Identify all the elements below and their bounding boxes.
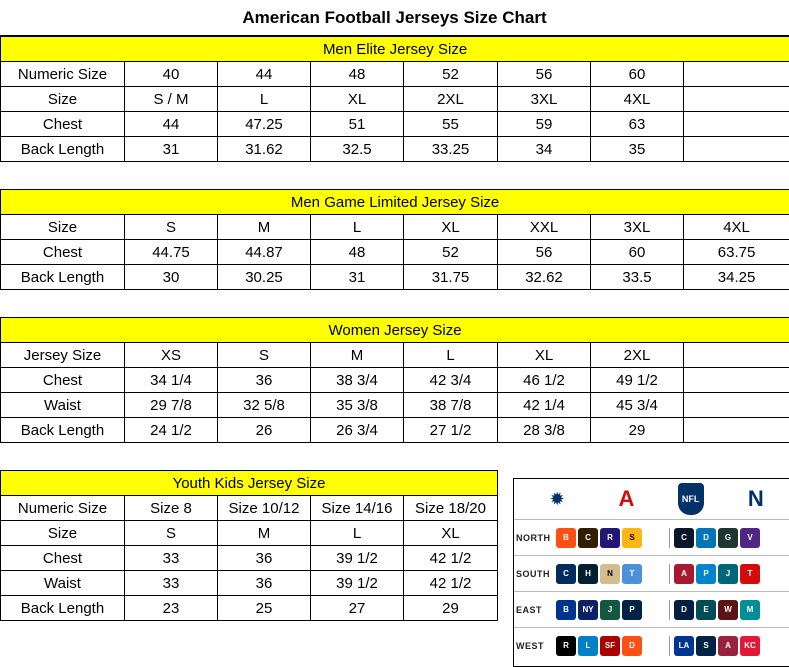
team-icon-colts: C bbox=[556, 564, 576, 584]
team-icon-texans: H bbox=[578, 564, 598, 584]
row-label: Waist bbox=[1, 393, 125, 418]
team-icon-bills: B bbox=[556, 600, 576, 620]
afc-north-teams bbox=[556, 528, 669, 548]
cell: 42 1/4 bbox=[498, 393, 591, 418]
cell: 31.75 bbox=[404, 265, 498, 290]
team-icon-saints: N bbox=[600, 564, 620, 584]
team-icon-titans: T bbox=[622, 564, 642, 584]
section-spacer bbox=[1, 443, 789, 457]
spacer-cell bbox=[1, 176, 789, 190]
cell: 4XL bbox=[591, 87, 684, 112]
cell: 34 1/4 bbox=[125, 368, 218, 393]
division-row-east bbox=[514, 591, 789, 627]
pro-bowl-icon: ✹ bbox=[549, 488, 565, 509]
table-row bbox=[1, 240, 789, 265]
cell: 31 bbox=[125, 137, 218, 162]
cell: XL bbox=[404, 215, 498, 240]
team-icon-49ers: SF bbox=[600, 636, 620, 656]
cell-empty bbox=[684, 112, 789, 137]
section-heading-men-game-limited: Men Game Limited Jersey Size bbox=[1, 190, 789, 215]
nfl-shield-icon: NFL bbox=[678, 483, 704, 515]
afc-icon: A bbox=[618, 486, 634, 511]
cell: 33 bbox=[125, 546, 218, 571]
cell: 29 7/8 bbox=[125, 393, 218, 418]
cell: S bbox=[125, 215, 218, 240]
team-icon-cowboys: D bbox=[674, 600, 694, 620]
cell: 63.75 bbox=[684, 240, 789, 265]
section-spacer bbox=[1, 176, 789, 190]
division-label: NORTH bbox=[516, 532, 551, 543]
cell: 39 1/2 bbox=[311, 546, 404, 571]
cell: 44.75 bbox=[125, 240, 218, 265]
cell: 33 bbox=[125, 571, 218, 596]
section-spacer bbox=[1, 304, 789, 318]
cell: 32.62 bbox=[498, 265, 591, 290]
cell-empty bbox=[684, 393, 789, 418]
cell: 38 7/8 bbox=[404, 393, 498, 418]
table-row bbox=[1, 393, 789, 418]
cell: 49 1/2 bbox=[591, 368, 684, 393]
cell: 59 bbox=[498, 112, 591, 137]
nfc-east-teams bbox=[669, 600, 787, 620]
cell: M bbox=[218, 521, 311, 546]
row-label: Numeric Size bbox=[1, 496, 125, 521]
team-icon-patriots: P bbox=[622, 600, 642, 620]
team-icon-steelers: S bbox=[622, 528, 642, 548]
cell: Size 18/20 bbox=[404, 496, 498, 521]
team-icon-broncos: D bbox=[622, 636, 642, 656]
row-label: Jersey Size bbox=[1, 343, 125, 368]
cell: 33.5 bbox=[591, 265, 684, 290]
cell: L bbox=[311, 215, 404, 240]
cell: 63 bbox=[591, 112, 684, 137]
cell: 46 1/2 bbox=[498, 368, 591, 393]
section-heading-row bbox=[1, 37, 789, 62]
cell: 60 bbox=[591, 62, 684, 87]
row-label: Size bbox=[1, 87, 125, 112]
cell: 42 3/4 bbox=[404, 368, 498, 393]
cell: L bbox=[404, 343, 498, 368]
cell-empty bbox=[684, 62, 789, 87]
cell: 2XL bbox=[591, 343, 684, 368]
cell: M bbox=[311, 343, 404, 368]
division-row-north bbox=[514, 519, 789, 555]
cell: 35 3/8 bbox=[311, 393, 404, 418]
spacer-cell bbox=[1, 162, 789, 176]
cell: Size 10/12 bbox=[218, 496, 311, 521]
cell: 44 bbox=[125, 112, 218, 137]
team-icon-packers: G bbox=[718, 528, 738, 548]
nfc-west-teams bbox=[669, 636, 787, 656]
row-label: Chest bbox=[1, 240, 125, 265]
cell: 44.87 bbox=[218, 240, 311, 265]
cell: 48 bbox=[311, 62, 404, 87]
conference-logos-row bbox=[514, 479, 789, 519]
team-icon-jets: J bbox=[600, 600, 620, 620]
row-label: Numeric Size bbox=[1, 62, 125, 87]
cell: Size 8 bbox=[125, 496, 218, 521]
cell: 52 bbox=[404, 240, 498, 265]
table-row bbox=[1, 112, 789, 137]
table-row bbox=[1, 87, 789, 112]
cell: 34 bbox=[498, 137, 591, 162]
cell: 56 bbox=[498, 240, 591, 265]
cell: 30 bbox=[125, 265, 218, 290]
cell: 4XL bbox=[684, 215, 789, 240]
cell: 31.62 bbox=[218, 137, 311, 162]
section-spacer bbox=[1, 162, 789, 176]
cell: 42 1/2 bbox=[404, 546, 498, 571]
cell: 36 bbox=[218, 368, 311, 393]
cell: 36 bbox=[218, 571, 311, 596]
team-icon-vikings: V bbox=[740, 528, 760, 548]
table-row bbox=[1, 418, 789, 443]
row-label: Back Length bbox=[1, 137, 125, 162]
nfc-north-teams bbox=[669, 528, 787, 548]
cell: L bbox=[311, 521, 404, 546]
cell: 51 bbox=[311, 112, 404, 137]
team-icon-bears: C bbox=[674, 528, 694, 548]
cell: Size 14/16 bbox=[311, 496, 404, 521]
table-row bbox=[1, 137, 789, 162]
spacer-cell bbox=[1, 304, 789, 318]
cell: 45 3/4 bbox=[591, 393, 684, 418]
cell: 52 bbox=[404, 62, 498, 87]
cell-empty bbox=[684, 418, 789, 443]
spacer-cell bbox=[1, 457, 789, 471]
division-label: SOUTH bbox=[516, 568, 550, 579]
cell: 25 bbox=[218, 596, 311, 621]
cell: 34.25 bbox=[684, 265, 789, 290]
cell: 47.25 bbox=[218, 112, 311, 137]
cell: 36 bbox=[218, 546, 311, 571]
cell: 32.5 bbox=[311, 137, 404, 162]
cell: S bbox=[218, 343, 311, 368]
table-row bbox=[1, 265, 789, 290]
cell: 29 bbox=[591, 418, 684, 443]
cell: 32 5/8 bbox=[218, 393, 311, 418]
cell: 38 3/4 bbox=[311, 368, 404, 393]
team-icon-browns: C bbox=[578, 528, 598, 548]
section-heading-youth-kids: Youth Kids Jersey Size bbox=[1, 471, 498, 496]
cell: 27 bbox=[311, 596, 404, 621]
team-icon-chiefs: KC bbox=[740, 636, 760, 656]
row-label: Waist bbox=[1, 571, 125, 596]
section-spacer bbox=[1, 457, 789, 471]
team-icon-eagles: E bbox=[696, 600, 716, 620]
cell: 31 bbox=[311, 265, 404, 290]
cell: 28 3/8 bbox=[498, 418, 591, 443]
cell-empty bbox=[684, 343, 789, 368]
cell: 40 bbox=[125, 62, 218, 87]
row-label: Size bbox=[1, 215, 125, 240]
cell: S / M bbox=[125, 87, 218, 112]
cell: XS bbox=[125, 343, 218, 368]
row-label: Size bbox=[1, 521, 125, 546]
cell: XL bbox=[311, 87, 404, 112]
team-icon-seahawks: S bbox=[696, 636, 716, 656]
afc-east-teams bbox=[556, 600, 669, 620]
spacer-cell bbox=[1, 443, 789, 457]
team-icon-cardinals: A bbox=[718, 636, 738, 656]
afc-south-teams bbox=[556, 564, 669, 584]
table-row bbox=[1, 343, 789, 368]
cell: 48 bbox=[311, 240, 404, 265]
cell-empty bbox=[684, 368, 789, 393]
team-icon-ravens: R bbox=[600, 528, 620, 548]
table-row bbox=[1, 62, 789, 87]
cell: S bbox=[125, 521, 218, 546]
division-row-south bbox=[514, 555, 789, 591]
cell: 60 bbox=[591, 240, 684, 265]
cell: 29 bbox=[404, 596, 498, 621]
cell: 2XL bbox=[404, 87, 498, 112]
cell: 23 bbox=[125, 596, 218, 621]
nfc-icon: N bbox=[747, 486, 763, 511]
team-icon-giants: NY bbox=[578, 600, 598, 620]
team-icon-panthers: P bbox=[696, 564, 716, 584]
team-icon-rams: LA bbox=[674, 636, 694, 656]
team-icon-falcons: A bbox=[674, 564, 694, 584]
section-heading-men-elite: Men Elite Jersey Size bbox=[1, 37, 789, 62]
row-label: Chest bbox=[1, 112, 125, 137]
row-label: Chest bbox=[1, 368, 125, 393]
division-label: WEST bbox=[516, 640, 544, 651]
section-spacer bbox=[1, 290, 789, 304]
cell: 44 bbox=[218, 62, 311, 87]
cell: 56 bbox=[498, 62, 591, 87]
cell-empty bbox=[684, 137, 789, 162]
cell: XL bbox=[404, 521, 498, 546]
nfc-south-teams bbox=[669, 564, 787, 584]
cell: L bbox=[218, 87, 311, 112]
team-icon-chargers: L bbox=[578, 636, 598, 656]
cell: XXL bbox=[498, 215, 591, 240]
section-heading-row bbox=[1, 318, 789, 343]
cell: 42 1/2 bbox=[404, 571, 498, 596]
table-row bbox=[1, 215, 789, 240]
team-icon-bengals: B bbox=[556, 528, 576, 548]
section-heading-row bbox=[1, 190, 789, 215]
cell: 27 1/2 bbox=[404, 418, 498, 443]
division-label: EAST bbox=[516, 604, 543, 615]
afc-west-teams bbox=[556, 636, 669, 656]
row-label: Back Length bbox=[1, 596, 125, 621]
row-label: Back Length bbox=[1, 265, 125, 290]
cell: 30.25 bbox=[218, 265, 311, 290]
row-label: Chest bbox=[1, 546, 125, 571]
cell: M bbox=[218, 215, 311, 240]
team-icon-buccaneers: T bbox=[740, 564, 760, 584]
cell: 26 bbox=[218, 418, 311, 443]
cell: XL bbox=[498, 343, 591, 368]
team-icon-lions: D bbox=[696, 528, 716, 548]
spacer-cell bbox=[1, 290, 789, 304]
cell: 35 bbox=[591, 137, 684, 162]
cell: 55 bbox=[404, 112, 498, 137]
team-icon-dolphins: M bbox=[740, 600, 760, 620]
cell: 26 3/4 bbox=[311, 418, 404, 443]
cell: 33.25 bbox=[404, 137, 498, 162]
nfl-team-logos-panel bbox=[513, 478, 789, 667]
cell: 3XL bbox=[591, 215, 684, 240]
table-row bbox=[1, 368, 789, 393]
team-icon-jaguars: J bbox=[718, 564, 738, 584]
division-row-west bbox=[514, 627, 789, 663]
cell: 24 1/2 bbox=[125, 418, 218, 443]
page-title: American Football Jerseys Size Chart bbox=[0, 0, 789, 36]
cell: 3XL bbox=[498, 87, 591, 112]
cell-empty bbox=[684, 87, 789, 112]
team-icon-commanders: W bbox=[718, 600, 738, 620]
row-label: Back Length bbox=[1, 418, 125, 443]
section-heading-women: Women Jersey Size bbox=[1, 318, 789, 343]
cell: 39 1/2 bbox=[311, 571, 404, 596]
team-icon-raiders: R bbox=[556, 636, 576, 656]
